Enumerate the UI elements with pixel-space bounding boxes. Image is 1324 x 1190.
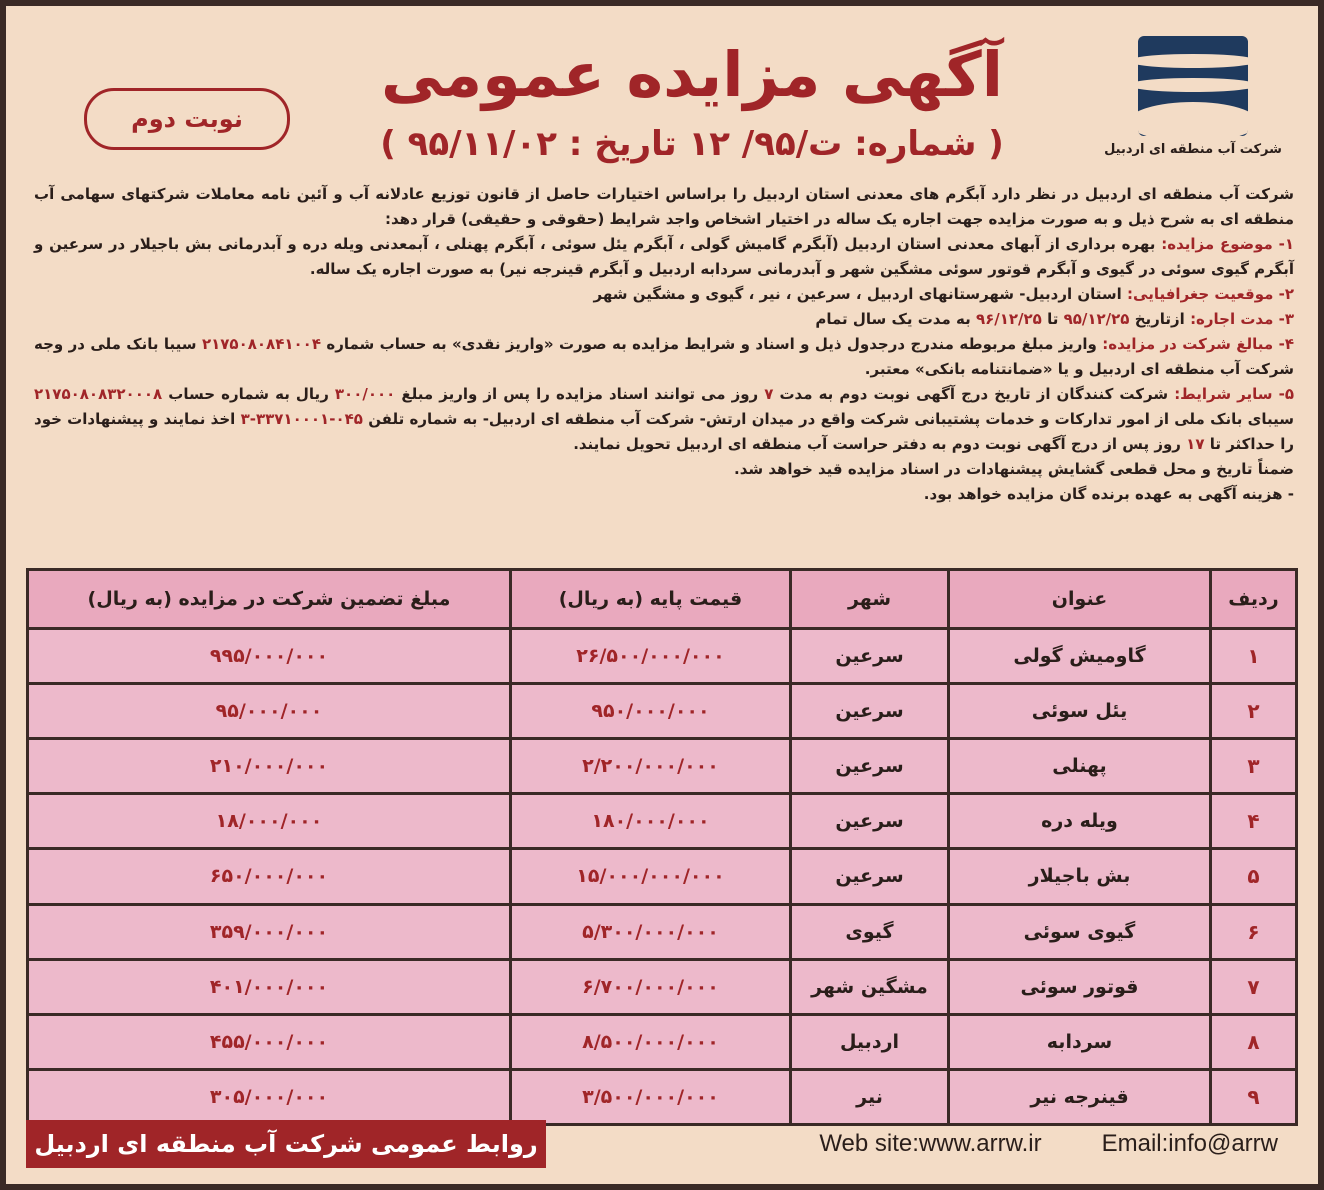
cell-guarantee: ۴۵۵/۰۰۰/۰۰۰ [28,1014,511,1069]
cell-title: یئل سوئی [949,684,1211,739]
cell-row-number: ۸ [1211,1014,1297,1069]
intro-paragraph: شرکت آب منطقه ای اردبیل در نظر دارد آبگرم های معدنی استان اردبیل را براساس اختیارات حاصل از قانون توزیع عادلانه آب و آئین نامه معاملات شرکتهای سهامی آب منطقه ای به شرح ذیل و به صورت مزایده جهت اجاره یک ساله در اختیار اشخاص واجد شرایط (حقوقی و حقیقی) قرار دهد: [34,185,1294,228]
auction-table [26,568,1298,1126]
cell-guarantee: ۳۵۹/۰۰۰/۰۰۰ [28,904,511,959]
item-conditions [34,382,1294,457]
table-row [28,959,1297,1014]
item-amounts-text2: سیبا بانک ملی در وجه شرکت آب منطقه ای اردبیل و یا «ضمانتنامه بانکی» معتبر. [34,335,1294,378]
item-location-label: ۲- موقعیت جغرافیایی: [1127,285,1294,303]
header-guarantee: مبلغ تضمین شرکت در مزایده (به ریال) [28,570,511,629]
item-conditions-text-a: شرکت کنندگان از تاریخ درج آگهی نوبت دوم به مدت [779,385,1169,403]
cell-title: قوتور سوئی [949,959,1211,1014]
item-duration-from: ۹۵/۱۲/۲۵ [1063,310,1130,328]
cell-title: گاومیش گولی [949,629,1211,684]
item-conditions-text-d: سیبای بانک ملی از امور تدارکات و خدمات پشتیبانی شرکت واقع در میدان ارتش- شرکت آب منطقه ای اردبیل- به شماره تلفن [368,410,1295,428]
footer [26,1118,1298,1170]
cell-guarantee: ۱۸/۰۰۰/۰۰۰ [28,794,511,849]
page-subtitle: ( شماره: ت/۹۵/ ۱۲ تاریخ : ۹۵/۱۱/۰۲ ) [380,124,1004,164]
table-row [28,904,1297,959]
table-header-row [28,570,1297,629]
table-row [28,1014,1297,1069]
cell-city: نیر [791,1069,949,1124]
cell-row-number: ۵ [1211,849,1297,904]
page-title: آگهی مزایده عمومی [381,38,1003,111]
table-row [28,629,1297,684]
cell-row-number: ۶ [1211,904,1297,959]
cell-guarantee: ۲۱۰/۰۰۰/۰۰۰ [28,739,511,794]
item-duration-pre: ازتاریخ [1134,310,1185,328]
cell-title: سردابه [949,1014,1211,1069]
cell-row-number: ۴ [1211,794,1297,849]
cell-city: مشگین شهر [791,959,949,1014]
item-amounts-text: واریز مبلغ مربوطه مندرج درجدول ذیل و اسناد و شرایط مزایده به صورت «واریز نقدی» به حساب شماره [326,335,1097,353]
item-subject-label: ۱- موضوع مزایده: [1161,235,1294,253]
cell-row-number: ۲ [1211,684,1297,739]
cell-title: قینرجه نیر [949,1069,1211,1124]
cell-base-price: ۲۶/۵۰۰/۰۰۰/۰۰۰ [511,629,791,684]
table-row [28,1069,1297,1124]
logo-caption: شرکت آب منطقه ای اردبیل [1104,142,1282,157]
item-conditions-label: ۵- سایر شرایط: [1174,385,1294,403]
item-amounts-label: ۴- مبالغ شرکت در مزایده: [1102,335,1294,353]
cell-base-price: ۲/۲۰۰/۰۰۰/۰۰۰ [511,739,791,794]
item-duration-to: ۹۶/۱۲/۲۵ [975,310,1042,328]
item-subject [34,232,1294,282]
cell-title: ویله دره [949,794,1211,849]
table-row [28,849,1297,904]
cell-city: سرعین [791,794,949,849]
cell-title: پهنلی [949,739,1211,794]
item-duration-mid: تا [1047,310,1059,328]
header-title: عنوان [949,570,1211,629]
round-badge: نوبت دوم [84,88,290,150]
item-duration-label: ۳- مدت اجاره: [1190,310,1294,328]
table-row [28,794,1297,849]
cell-title: بش باجیلار [949,849,1211,904]
cell-city: سرعین [791,849,949,904]
cell-city: گیوی [791,904,949,959]
cell-row-number: ۳ [1211,739,1297,794]
item-conditions-account: ۲۱۷۵۰۸۰۸۳۲۰۰۰۸ [34,385,163,403]
item-conditions-text-f: روز پس از درج آگهی نوبت دوم به دفتر حراست آب منطقه ای اردبیل تحویل نمایند. [573,435,1181,453]
cell-guarantee: ۶۵۰/۰۰۰/۰۰۰ [28,849,511,904]
cell-city: سرعین [791,629,949,684]
cell-base-price: ۱۵/۰۰۰/۰۰۰/۰۰۰ [511,849,791,904]
item-location [34,282,1294,307]
item-subject-text: بهره برداری از آبهای معدنی استان اردبیل (آبگرم گامیش گولی ، آبگرم یئل سوئی ، آبگرم پهنلی ، آبمعدنی ویله دره و آبدرمانی بش باجیلار در سرعین و آبگرم گیوی سوئی در گیوی و آبگرم قوتور سوئی مشگین شهر و آبدرمانی سردابه اردبیل و آبگرم قینرجه نیر) به صورت اجاره یک ساله. [34,235,1294,278]
footer-email[interactable]: Email:info@arrw [1101,1130,1278,1157]
item-duration-post: به مدت یک سال تمام [815,310,971,328]
note-opening: ضمناً تاریخ و محل قطعی گشایش پیشنهادات در اسناد مزایده قید خواهد شد. [734,460,1294,478]
cell-guarantee: ۹۵/۰۰۰/۰۰۰ [28,684,511,739]
header [6,6,1318,176]
item-amounts [34,332,1294,382]
cell-row-number: ۷ [1211,959,1297,1014]
footer-contact [819,1130,1298,1158]
footer-public-relations: روابط عمومی شرکت آب منطقه ای اردبیل [26,1120,546,1168]
item-conditions-amount: ۳۰۰/۰۰۰ [334,385,396,403]
item-location-text: استان اردبیل- شهرستانهای اردبیل ، سرعین ، نیر ، گیوی و مشگین شهر [593,285,1122,303]
header-base-price: قیمت پایه (به ریال) [511,570,791,629]
item-duration [34,307,1294,332]
item-conditions-days: ۷ [764,385,774,403]
cell-base-price: ۳/۵۰۰/۰۰۰/۰۰۰ [511,1069,791,1124]
footer-website[interactable]: Web site:www.arrw.ir [819,1130,1042,1157]
cell-base-price: ۸/۵۰۰/۰۰۰/۰۰۰ [511,1014,791,1069]
cell-guarantee: ۴۰۱/۰۰۰/۰۰۰ [28,959,511,1014]
cell-guarantee: ۳۰۵/۰۰۰/۰۰۰ [28,1069,511,1124]
cell-base-price: ۶/۷۰۰/۰۰۰/۰۰۰ [511,959,791,1014]
company-logo [1098,36,1288,157]
cell-city: سرعین [791,684,949,739]
note-cost: - هزینه آگهی به عهده برنده گان مزایده خواهد بود. [923,485,1294,503]
table-row [28,739,1297,794]
cell-guarantee: ۹۹۵/۰۰۰/۰۰۰ [28,629,511,684]
cell-city: سرعین [791,739,949,794]
item-conditions-deadline: ۱۷ [1186,435,1205,453]
header-city: شهر [791,570,949,629]
item-conditions-text-e: اخذ نمایند و پیشنهادات خود را حداکثر تا [34,410,1294,453]
cell-base-price: ۱۸۰/۰۰۰/۰۰۰ [511,794,791,849]
announcement-body [34,182,1294,507]
header-row-number: ردیف [1211,570,1297,629]
item-conditions-phone: ۰۴۵-۳۳۷۱۰۰۰۱-۳ [240,410,363,428]
water-wave-icon [1138,36,1248,136]
item-conditions-text-b: روز می توانند اسناد مزایده را پس از واریز مبلغ [401,385,759,403]
cell-row-number: ۹ [1211,1069,1297,1124]
item-amounts-account: ۲۱۷۵۰۸۰۸۴۱۰۰۴ [201,335,321,353]
table-row [28,684,1297,739]
cell-title: گیوی سوئی [949,904,1211,959]
cell-base-price: ۹۵۰/۰۰۰/۰۰۰ [511,684,791,739]
cell-city: اردبیل [791,1014,949,1069]
cell-row-number: ۱ [1211,629,1297,684]
cell-base-price: ۵/۳۰۰/۰۰۰/۰۰۰ [511,904,791,959]
item-conditions-text-c: ریال به شماره حساب [168,385,329,403]
